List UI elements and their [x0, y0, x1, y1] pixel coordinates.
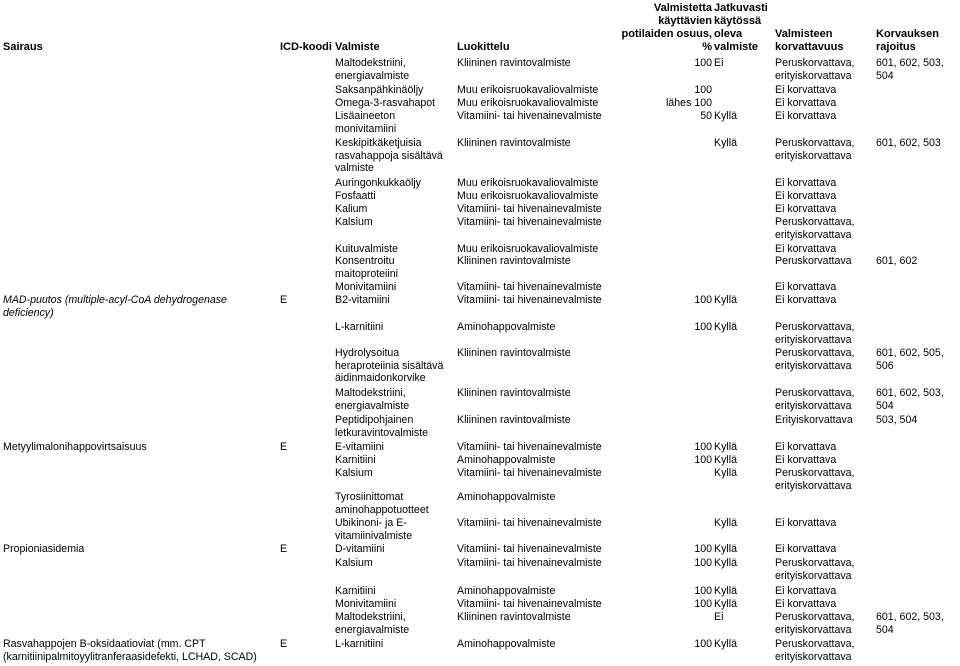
table-row — [0, 216, 960, 243]
cell-korvattavuus: Peruskorvattava, erityiskorvattava — [775, 638, 855, 663]
cell-luokittelu: Kliininen ravintovalmiste — [457, 387, 571, 399]
table-row — [0, 190, 960, 203]
header-sairaus: Sairaus — [3, 41, 43, 53]
cell-korvattavuus: Peruskorvattava, erityiskorvattava — [775, 557, 855, 582]
cell-jatkuvasti: Kyllä — [714, 585, 737, 597]
cell-korvattavuus: Peruskorvattava, erityiskorvattava — [775, 216, 855, 241]
cell-rajoitus: 601, 602, 505, 506 — [876, 347, 944, 372]
cell-osuus: 100 — [694, 294, 712, 306]
cell-jatkuvasti: Kyllä — [714, 454, 737, 466]
cell-jatkuvasti: Kyllä — [714, 321, 737, 333]
cell-jatkuvasti: Kyllä — [714, 137, 737, 149]
cell-korvattavuus: Peruskorvattava, erityiskorvattava — [775, 611, 855, 636]
cell-valmiste: Auringonkukkaöljy — [335, 177, 421, 189]
cell-luokittelu: Muu erikoisruokavaliovalmiste — [457, 84, 599, 96]
cell-luokittelu: Vitamiini- tai hivenainevalmiste — [457, 441, 602, 453]
cell-luokittelu: Vitamiini- tai hivenainevalmiste — [457, 598, 602, 610]
cell-luokittelu: Vitamiini- tai hivenainevalmiste — [457, 517, 602, 529]
cell-sairaus: Rasvahappojen B-oksidaatioviat (mm. CPT (karnitiinipalmitoyylitranferaasidefekti, LCHAD, SCAD) — [3, 638, 257, 663]
cell-luokittelu: Muu erikoisruokavaliovalmiste — [457, 190, 599, 202]
cell-korvattavuus: Peruskorvattava, erityiskorvattava — [775, 137, 855, 162]
cell-valmiste: Ubikinoni- ja E- vitamiinivalmiste — [335, 517, 413, 542]
cell-luokittelu: Aminohappovalmiste — [457, 454, 556, 466]
cell-luokittelu: Kliininen ravintovalmiste — [457, 347, 571, 359]
cell-icd-koodi: E — [280, 543, 288, 555]
cell-valmiste: Fosfaatti — [335, 190, 376, 202]
cell-valmiste: Maltodekstriini, energiavalmiste — [335, 57, 410, 82]
table-row — [0, 491, 960, 517]
cell-osuus: 100 — [694, 638, 712, 650]
cell-luokittelu: Vitamiini- tai hivenainevalmiste — [457, 557, 602, 569]
cell-jatkuvasti: Kyllä — [714, 441, 737, 453]
cell-valmiste: B2-vitamiini — [335, 294, 390, 306]
cell-osuus: 100 — [694, 57, 712, 69]
cell-luokittelu: Vitamiini- tai hivenainevalmiste — [457, 543, 602, 555]
cell-korvattavuus: Ei korvattava — [775, 84, 837, 96]
cell-korvattavuus: Ei korvattava — [775, 543, 837, 555]
header-valmiste: Valmiste — [335, 41, 380, 53]
cell-luokittelu: Muu erikoisruokavaliovalmiste — [457, 177, 599, 189]
cell-luokittelu: Vitamiini- tai hivenainevalmiste — [457, 216, 602, 228]
cell-jatkuvasti: Kyllä — [714, 543, 737, 555]
cell-rajoitus: 503, 504 — [876, 414, 918, 426]
cell-valmiste: Keskipitkäketjuisia rasvahappoja sisältävä valmiste — [335, 137, 443, 174]
cell-valmiste: Hydrolysoitua heraproteiinia sisältävä äidinmaidonkorvike — [335, 347, 444, 384]
cell-rajoitus: 601, 602, 503, 504 — [876, 611, 944, 636]
cell-jatkuvasti: Kyllä — [714, 598, 737, 610]
cell-luokittelu: Vitamiini- tai hivenainevalmiste — [457, 281, 602, 293]
header-rajoitus: Korvauksen rajoitus — [876, 28, 939, 53]
table-row — [0, 467, 960, 491]
cell-osuus: 100 — [694, 543, 712, 555]
cell-valmiste: Karnitiini — [335, 454, 376, 466]
cell-icd-koodi: E — [280, 638, 288, 650]
cell-osuus: 100 — [694, 598, 712, 610]
table-row — [0, 57, 960, 84]
cell-jatkuvasti: Kyllä — [714, 110, 737, 122]
cell-osuus: 50 — [700, 110, 712, 122]
cell-luokittelu: Vitamiini- tai hivenainevalmiste — [457, 110, 602, 122]
cell-korvattavuus: Ei korvattava — [775, 110, 837, 122]
cell-osuus: 100 — [694, 585, 712, 597]
cell-valmiste: Kalsium — [335, 216, 373, 228]
cell-jatkuvasti: Kyllä — [714, 557, 737, 569]
cell-valmiste: Saksanpähkinäöljy — [335, 84, 424, 96]
cell-luokittelu: Vitamiini- tai hivenainevalmiste — [457, 294, 602, 306]
header-korvattavuus: Valmisteen korvattavuus — [775, 28, 844, 53]
table-row — [0, 611, 960, 638]
cell-korvattavuus: Ei korvattava — [775, 517, 837, 529]
cell-luokittelu: Aminohappovalmiste — [457, 638, 556, 650]
table-row — [0, 557, 960, 585]
table-row — [0, 387, 960, 414]
cell-valmiste: Monivitamiini — [335, 598, 397, 610]
table-row — [0, 638, 960, 666]
cell-valmiste: Tyrosiinittomat aminohappotuotteet — [335, 491, 429, 516]
cell-korvattavuus: Ei korvattava — [775, 454, 837, 466]
cell-jatkuvasti: Kyllä — [714, 517, 737, 529]
table-row — [0, 243, 960, 255]
table-row — [0, 585, 960, 598]
table-row — [0, 177, 960, 190]
cell-luokittelu: Kliininen ravintovalmiste — [457, 137, 571, 149]
cell-luokittelu: Aminohappovalmiste — [457, 585, 556, 597]
table-row — [0, 110, 960, 137]
cell-korvattavuus: Ei korvattava — [775, 281, 837, 293]
table-row — [0, 517, 960, 543]
cell-luokittelu: Kliininen ravintovalmiste — [457, 611, 571, 623]
table-row — [0, 294, 960, 321]
cell-valmiste: Karnitiini — [335, 585, 376, 597]
cell-jatkuvasti: Kyllä — [714, 294, 737, 306]
cell-valmiste: Maltodekstriini, energiavalmiste — [335, 611, 410, 636]
cell-korvattavuus: Peruskorvattava, erityiskorvattava — [775, 347, 855, 372]
cell-jatkuvasti: Kyllä — [714, 638, 737, 650]
cell-korvattavuus: Peruskorvattava, erityiskorvattava — [775, 387, 855, 412]
table-row — [0, 255, 960, 281]
cell-valmiste: Konsentroitu maitoproteiini — [335, 255, 399, 280]
cell-luokittelu: Vitamiini- tai hivenainevalmiste — [457, 203, 602, 215]
cell-rajoitus: 601, 602, 503, 504 — [876, 387, 944, 412]
cell-valmiste: E-vitamiini — [335, 441, 384, 453]
cell-valmiste: Maltodekstriini, energiavalmiste — [335, 387, 410, 412]
cell-jatkuvasti: Kyllä — [714, 467, 737, 479]
cell-osuus: 100 — [694, 84, 712, 96]
cell-korvattavuus: Ei korvattava — [775, 177, 837, 189]
cell-sairaus: Metyylimalonihappovirtsaisuus — [3, 441, 147, 453]
cell-osuus: 100 — [694, 321, 712, 333]
cell-rajoitus: 601, 602, 503, 504 — [876, 57, 944, 82]
cell-osuus: 100 — [694, 441, 712, 453]
cell-korvattavuus: Ei korvattava — [775, 190, 837, 202]
cell-luokittelu: Muu erikoisruokavaliovalmiste — [457, 243, 599, 255]
table-row — [0, 203, 960, 216]
cell-valmiste: Kalsium — [335, 557, 373, 569]
header-luokittelu: Luokittelu — [457, 41, 510, 53]
header-icd-koodi: ICD-koodi — [280, 41, 332, 53]
cell-sairaus: MAD-puutos (multiple-acyl-CoA dehydrogenase deficiency) — [3, 294, 227, 319]
table-row — [0, 281, 960, 294]
cell-jatkuvasti: Ei — [714, 57, 724, 69]
cell-rajoitus: 601, 602, 503 — [876, 137, 941, 149]
cell-luokittelu: Aminohappovalmiste — [457, 491, 556, 503]
cell-korvattavuus: Peruskorvattava, erityiskorvattava — [775, 467, 855, 492]
cell-korvattavuus: Ei korvattava — [775, 585, 837, 597]
cell-osuus: lähes 100 — [666, 97, 712, 109]
table-row — [0, 441, 960, 454]
cell-korvattavuus: Ei korvattava — [775, 97, 837, 109]
table-row — [0, 347, 960, 387]
cell-valmiste: Omega-3-rasvahapot — [335, 97, 436, 109]
header-osuus: Valmistetta käyttävien potilaiden osuus, % — [621, 2, 712, 53]
cell-luokittelu: Kliininen ravintovalmiste — [457, 414, 571, 426]
table-row — [0, 321, 960, 347]
cell-valmiste: Monivitamiini — [335, 281, 397, 293]
table-row — [0, 454, 960, 467]
table-row — [0, 414, 960, 441]
cell-korvattavuus: Ei korvattava — [775, 243, 837, 255]
cell-valmiste: L-karnitiini — [335, 638, 384, 650]
cell-luokittelu: Kliininen ravintovalmiste — [457, 255, 571, 267]
header-jatkuvasti: Jatkuvasti käytössä oleva valmiste — [714, 2, 768, 53]
table-row — [0, 137, 960, 177]
cell-sairaus: Propioniasidemia — [3, 543, 85, 555]
cell-korvattavuus: Peruskorvattava, erityiskorvattava — [775, 57, 855, 82]
cell-icd-koodi: E — [280, 294, 288, 306]
cell-valmiste: Lisäaineeton monivitamiini — [335, 110, 397, 135]
cell-icd-koodi: E — [280, 441, 288, 453]
cell-luokittelu: Vitamiini- tai hivenainevalmiste — [457, 467, 602, 479]
cell-korvattavuus: Ei korvattava — [775, 441, 837, 453]
table-row — [0, 543, 960, 557]
table-row — [0, 84, 960, 97]
cell-valmiste: Kuituvalmiste — [335, 243, 398, 255]
table-header — [0, 0, 960, 56]
cell-korvattavuus: Ei korvattava — [775, 203, 837, 215]
table-row — [0, 598, 960, 611]
cell-valmiste: Kalsium — [335, 467, 373, 479]
cell-valmiste: D-vitamiini — [335, 543, 385, 555]
cell-korvattavuus: Peruskorvattava — [775, 255, 852, 267]
cell-korvattavuus: Peruskorvattava, erityiskorvattava — [775, 321, 855, 346]
cell-rajoitus: 601, 602 — [876, 255, 918, 267]
cell-luokittelu: Muu erikoisruokavaliovalmiste — [457, 97, 599, 109]
cell-valmiste: Peptidipohjainen letkuravintovalmiste — [335, 414, 429, 439]
cell-valmiste: Kalium — [335, 203, 368, 215]
cell-korvattavuus: Erityiskorvattava — [775, 414, 853, 426]
table-row — [0, 97, 960, 110]
cell-osuus: 100 — [694, 454, 712, 466]
cell-luokittelu: Aminohappovalmiste — [457, 321, 556, 333]
cell-korvattavuus: Ei korvattava — [775, 294, 837, 306]
cell-valmiste: L-karnitiini — [335, 321, 384, 333]
cell-luokittelu: Kliininen ravintovalmiste — [457, 57, 571, 69]
cell-jatkuvasti: Ei — [714, 611, 724, 623]
cell-korvattavuus: Ei korvattava — [775, 598, 837, 610]
cell-osuus: 100 — [694, 557, 712, 569]
